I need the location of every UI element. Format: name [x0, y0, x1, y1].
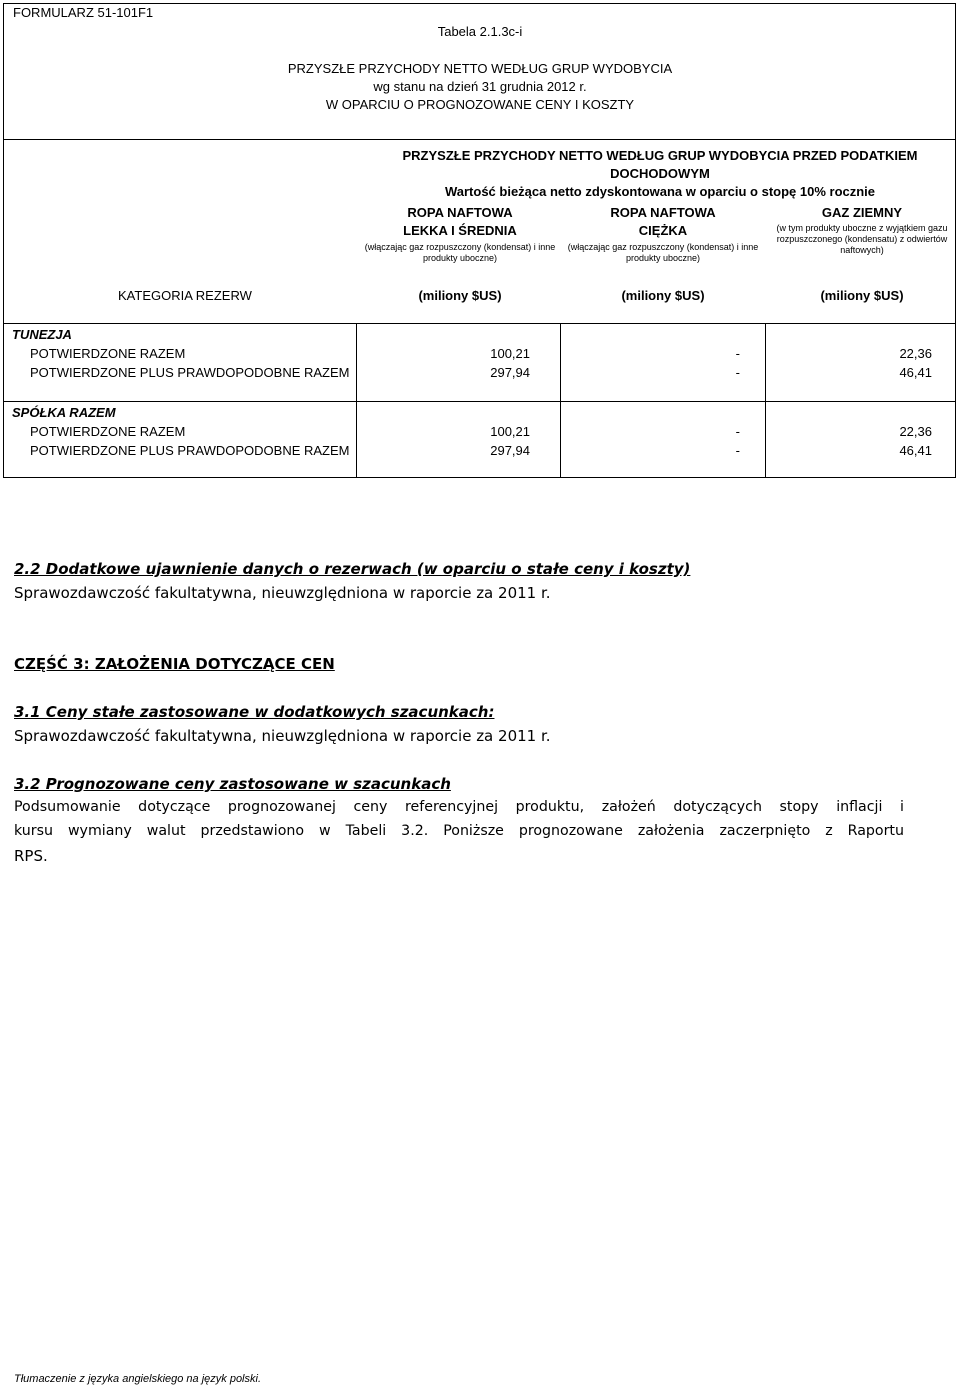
col1-note: (włączając gaz rozpuszczony (kondensat) i inne produkty uboczne): [364, 242, 556, 263]
col3-title-1: GAZ ZIEMNY: [821, 205, 903, 220]
column-rule-1: [356, 323, 357, 478]
section-3-1-text: Sprawozdawczość fakultatywna, nieuwzględniona w raporcie za 2011 r.: [14, 727, 551, 745]
section-name: TUNEZJA: [12, 327, 72, 342]
section-3-2-line-1: Podsumowanie dotyczące prognozowanej ceny referencyjnej produktu, założeń dotyczących stopy inflacji i: [14, 799, 904, 815]
cell-col2: -: [735, 443, 740, 458]
col1-header: [360, 204, 560, 264]
cell-col1: 100,21: [490, 424, 530, 439]
col1-unit: (miliony $US): [418, 288, 502, 303]
cell-col1: 100,21: [490, 346, 530, 361]
table-id: Tabela 2.1.3c-i: [437, 24, 523, 39]
section-3-1-heading: 3.1 Ceny stałe zastosowane w dodatkowych szacunkach:: [14, 703, 495, 721]
header-line-3: W OPARCIU O PROGNOZOWANE CENY I KOSZTY: [325, 97, 635, 112]
row-label: POTWIERDZONE PLUS PRAWDOPODOBNE RAZEM: [30, 365, 350, 380]
column-header-divider: [3, 323, 956, 324]
category-label: KATEGORIA REZERW: [118, 288, 252, 303]
col3-note: (w tym produkty uboczne z wyjątkiem gazu rozpuszczonego (kondensatu) z odwiertów naftowych): [776, 223, 948, 255]
form-id: FORMULARZ 51-101F1: [13, 5, 154, 20]
cell-col1: 297,94: [490, 365, 530, 380]
row-label: POTWIERDZONE RAZEM: [30, 346, 186, 361]
section-name: SPÓŁKA RAZEM: [12, 405, 116, 420]
cell-col1: 297,94: [490, 443, 530, 458]
part-3-heading: CZĘŚĆ 3: ZAŁOŻENIA DOTYCZĄCE CEN: [14, 655, 335, 673]
group-header-line-1: PRZYSZŁE PRZYCHODY NETTO WEDŁUG GRUP WYDOBYCIA PRZED PODATKIEM: [402, 148, 918, 163]
column-rule-2: [560, 323, 561, 478]
col2-unit: (miliony $US): [621, 288, 705, 303]
cell-col3: 22,36: [899, 424, 932, 439]
section-3-2-heading: 3.2 Prognozowane ceny zastosowane w szacunkach: [14, 775, 451, 793]
header-divider: [3, 139, 956, 140]
section-2-2-heading: 2.2 Dodatkowe ujawnienie danych o rezerwach (w oparciu o stałe ceny i koszty): [14, 560, 691, 578]
col2-note: (włączając gaz rozpuszczony (kondensat) i inne produkty uboczne): [567, 242, 759, 263]
section-2-2-text: Sprawozdawczość fakultatywna, nieuwzględniona w raporcie za 2011 r.: [14, 584, 551, 602]
col2-header: [563, 204, 763, 264]
col3-unit: (miliony $US): [820, 288, 904, 303]
section-divider: [3, 401, 956, 402]
header-line-2: wg stanu na dzień 31 grudnia 2012 r.: [373, 79, 587, 94]
cell-col2: -: [735, 346, 740, 361]
cell-col3: 22,36: [899, 346, 932, 361]
section-3-2-line-2: kursu wymiany walut przedstawiono w Tabeli 3.2. Poniższe prognozowane założenia zaczerpnięto z Raportu: [14, 823, 904, 839]
row-label: POTWIERDZONE RAZEM: [30, 424, 186, 439]
col3-header: [768, 204, 956, 256]
section-3-2-line-3: RPS.: [14, 847, 48, 865]
group-header-line-2: DOCHODOWYM: [610, 166, 710, 181]
cell-col2: -: [735, 424, 740, 439]
translation-footer: Tłumaczenie z języka angielskiego na język polski.: [14, 1373, 262, 1385]
cell-col3: 46,41: [899, 365, 932, 380]
col1-title-1: ROPA NAFTOWA: [407, 205, 513, 220]
col2-title-2: CIĘŻKA: [638, 223, 688, 238]
discount-line: Wartość bieżąca netto zdyskontowana w oparciu o stopę 10% rocznie: [444, 184, 876, 199]
col2-title-1: ROPA NAFTOWA: [610, 205, 716, 220]
col1-title-2: LEKKA I ŚREDNIA: [403, 223, 517, 238]
header-line-1: PRZYSZŁE PRZYCHODY NETTO WEDŁUG GRUP WYDOBYCIA: [287, 61, 673, 76]
cell-col2: -: [735, 365, 740, 380]
cell-col3: 46,41: [899, 443, 932, 458]
column-rule-3: [765, 323, 766, 478]
row-label: POTWIERDZONE PLUS PRAWDOPODOBNE RAZEM: [30, 443, 350, 458]
